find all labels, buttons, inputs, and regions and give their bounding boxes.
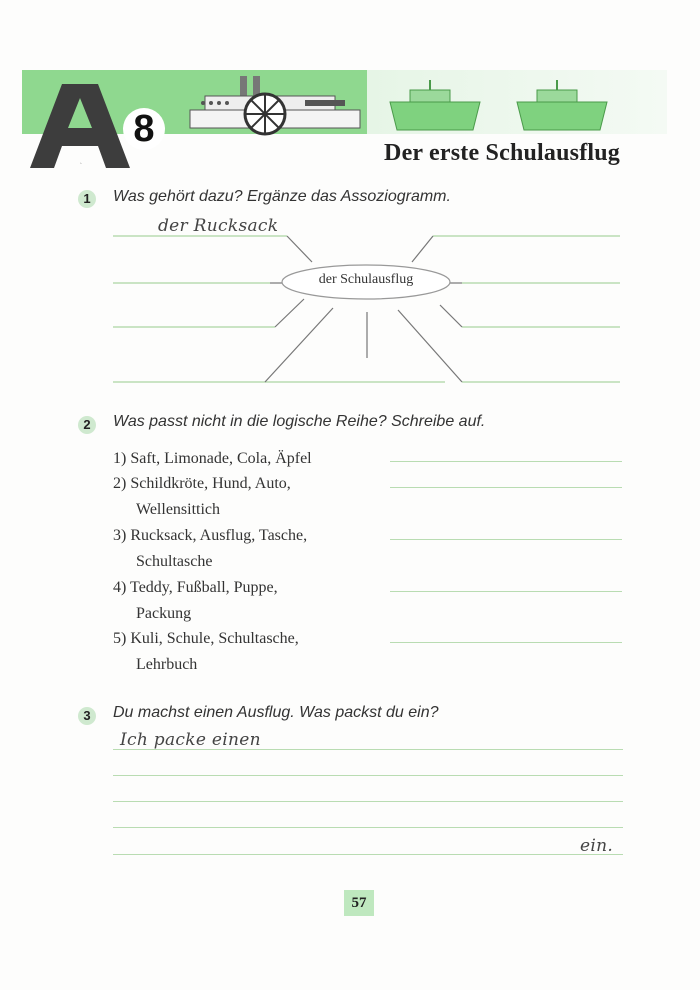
exercise-1-example-answer: der Rucksack — [158, 216, 279, 236]
answer-line[interactable] — [390, 487, 622, 488]
exercise-1-number: 1 — [78, 190, 96, 208]
page-title: Der erste Schulausflug — [384, 140, 620, 166]
list-item — [113, 471, 291, 523]
answer-line[interactable] — [113, 775, 623, 776]
answer-line[interactable] — [390, 461, 622, 462]
list-item — [113, 523, 307, 575]
list-item-continuation: Schultasche — [136, 553, 213, 570]
exercise-2-instruction: Was passt nicht in die logische Reihe? Schreibe auf. — [113, 413, 486, 430]
answer-line[interactable] — [113, 801, 623, 802]
list-item-text: 3) Rucksack, Ausflug, Tasche, — [113, 527, 308, 544]
answer-line[interactable] — [113, 827, 623, 828]
list-item-text: 1) Saft, Limonade, Cola, Äpfel — [113, 450, 312, 467]
list-item-continuation: Packung — [136, 605, 192, 622]
list-item-continuation: Wellensittich — [136, 501, 221, 518]
exercise-3-number: 3 — [78, 707, 96, 725]
exercise-1-instruction: Was gehört dazu? Ergänze das Assoziogramm. — [113, 188, 451, 205]
page-number: 57 — [344, 890, 374, 916]
list-item — [113, 626, 299, 678]
list-item — [113, 575, 278, 627]
list-item-text: 2) Schildkröte, Hund, Auto, — [113, 475, 291, 492]
exercise-3-instruction: Du machst einen Ausflug. Was packst du ein? — [113, 704, 439, 721]
list-item — [113, 446, 312, 472]
exercise-3-start-text: Ich packe einen — [120, 730, 261, 750]
list-item-text: 4) Teddy, Fußball, Puppe, — [113, 579, 278, 596]
list-item-continuation: Lehrbuch — [136, 656, 198, 673]
svg-text:A: A — [80, 163, 82, 165]
exercise-2-number: 2 — [78, 416, 96, 434]
answer-line[interactable] — [113, 854, 623, 855]
answer-line[interactable] — [390, 539, 622, 540]
answer-line[interactable] — [113, 749, 623, 750]
unit-number: 8 — [123, 108, 165, 150]
answer-line[interactable] — [390, 642, 622, 643]
diagram-center-label: der Schulausflug — [318, 272, 414, 287]
association-diagram — [0, 0, 700, 400]
list-item-text: 5) Kuli, Schule, Schultasche, — [113, 630, 299, 647]
answer-line[interactable] — [390, 591, 622, 592]
exercise-3-end-text: ein. — [580, 836, 614, 856]
